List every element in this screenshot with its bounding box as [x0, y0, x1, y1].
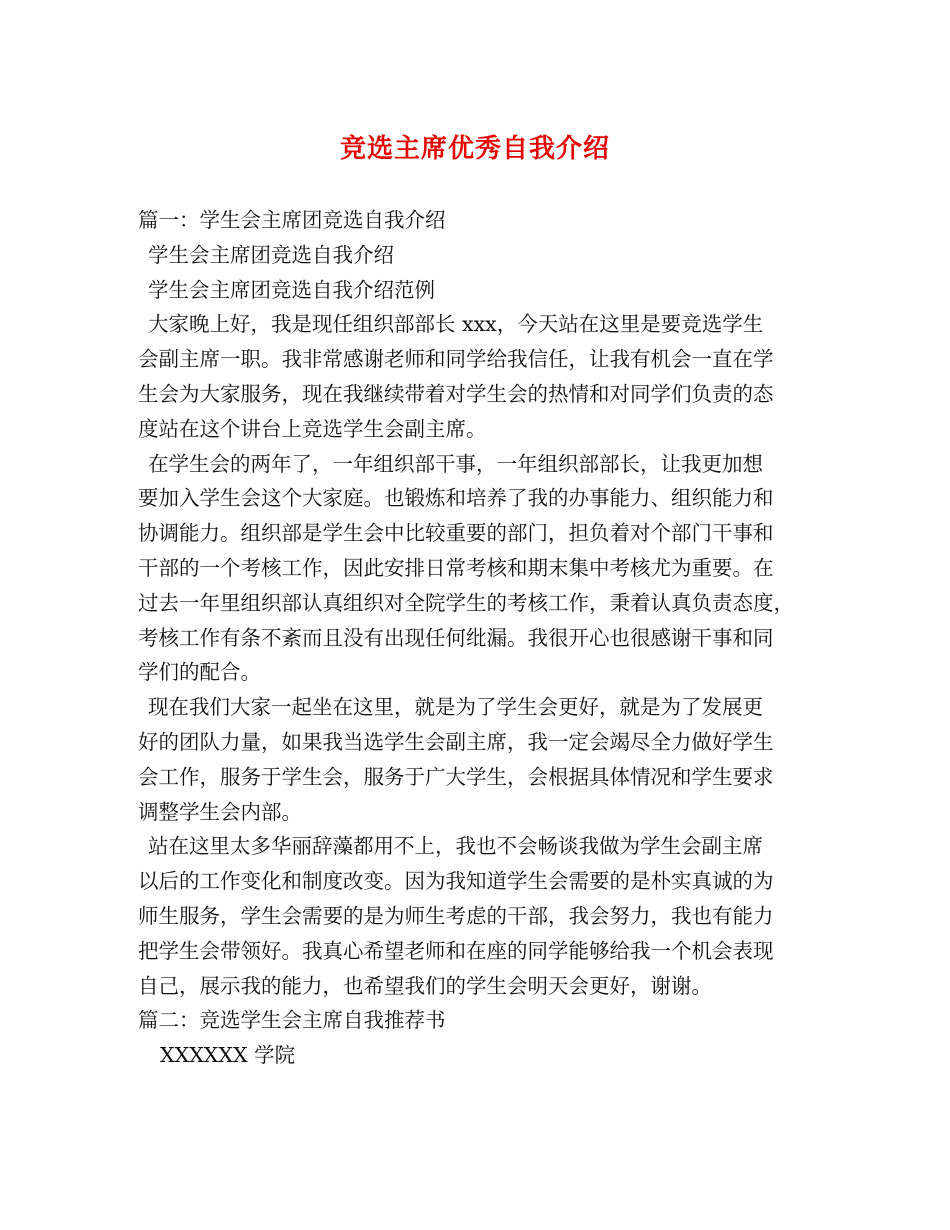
section-heading: 篇二：竞选学生会主席自我推荐书	[138, 1008, 446, 1033]
paragraph-line: XXXXXX 学院	[160, 1043, 296, 1068]
section-heading: 篇一：学生会主席团竞选自我介绍	[138, 208, 446, 232]
paragraph-line: 过去一年里组织部认真组织对全院学生的考核工作，秉着认真负责态度，	[138, 590, 794, 615]
paragraph-line: 干部的一个考核工作，因此安排日常考核和期末集中考核尤为重要。在	[138, 555, 774, 580]
paragraph-line: 以后的工作变化和制度改变。因为我知道学生会需要的是朴实真诚的为	[138, 869, 774, 894]
paragraph-line: 要加入学生会这个大家庭。也锻炼和培养了我的办事能力、组织能力和	[138, 486, 774, 511]
subheading: 学生会主席团竞选自我介绍范例	[148, 277, 435, 302]
document-title: 竞选主席优秀自我介绍	[339, 134, 610, 164]
paragraph-line: 会工作，服务于学生会，服务于广大学生，会根据具体情况和学生要求	[138, 764, 774, 789]
document-body	[138, 203, 814, 1073]
paragraph-line: 考核工作有条不紊而且没有出现任何纰漏。我很开心也很感谢干事和同	[138, 625, 774, 650]
paragraph-line: 现在我们大家一起坐在这里，就是为了学生会更好，就是为了发展更	[148, 695, 763, 720]
paragraph-line: 生会为大家服务，现在我继续带着对学生会的热情和对同学们负责的态	[138, 381, 774, 406]
paragraph-line: 协调能力。组织部是学生会中比较重要的部门，担负着对个部门干事和	[138, 521, 774, 546]
paragraph-line: 大家晚上好，我是现任组织部部长 xxx，今天站在这里是要竞选学生	[148, 312, 764, 337]
paragraph-line: 师生服务，学生会需要的是为师生考虑的干部，我会努力，我也有能力	[138, 903, 774, 928]
paragraph-line: 度站在这个讲台上竞选学生会副主席。	[138, 416, 487, 441]
paragraph-line: 学们的配合。	[138, 660, 261, 685]
paragraph-line: 自己，展示我的能力，也希望我们的学生会明天会更好，谢谢。	[138, 973, 712, 998]
subheading: 学生会主席团竞选自我介绍	[148, 242, 394, 267]
paragraph-line: 会副主席一职。我非常感谢老师和同学给我信任，让我有机会一直在学	[138, 347, 774, 372]
paragraph-line: 把学生会带领好。我真心希望老师和在座的同学能够给我一个机会表现	[138, 938, 774, 963]
paragraph-line: 站在这里太多华丽辞藻都用不上，我也不会畅谈我做为学生会副主席	[148, 834, 763, 859]
paragraph-line: 调整学生会内部。	[138, 799, 302, 824]
paragraph-line: 好的团队力量，如果我当选学生会副主席，我一定会竭尽全力做好学生	[138, 729, 774, 754]
paragraph-line: 在学生会的两年了，一年组织部干事，一年组织部部长，让我更加想	[148, 451, 763, 476]
